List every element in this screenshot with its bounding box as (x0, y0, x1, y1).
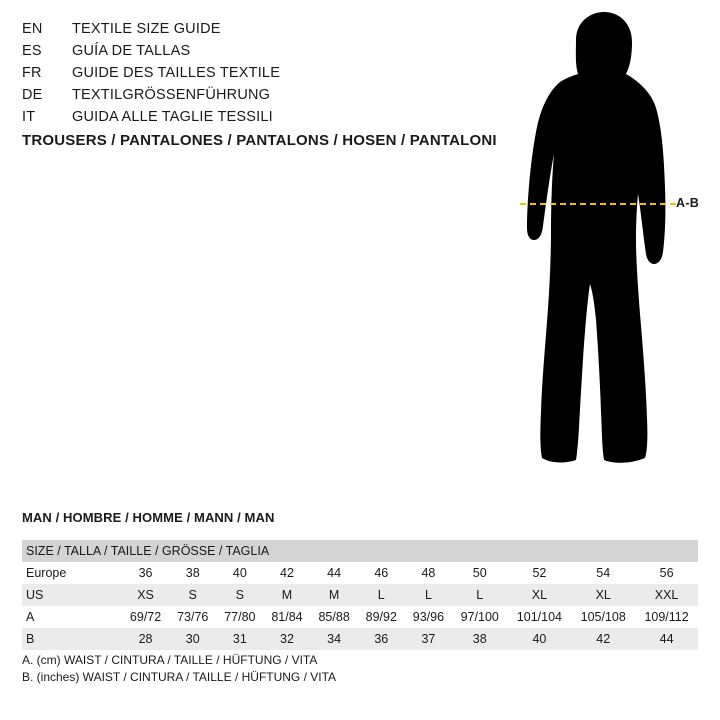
table-cell: XS (122, 584, 169, 606)
garment-section-title: TROUSERS / PANTALONES / PANTALONS / HOSEN / PANTALONI (22, 132, 497, 149)
language-row (22, 18, 492, 40)
language-title: GUIDA ALLE TAGLIE TESSILI (72, 109, 273, 125)
table-cell: 52 (507, 562, 571, 584)
language-code: FR (22, 65, 42, 81)
table-cell: XL (507, 584, 571, 606)
table-cell: 46 (358, 562, 405, 584)
table-cell: S (216, 584, 263, 606)
size-table (22, 540, 698, 650)
footnote-a: A. (cm) WAIST / CINTURA / TAILLE / HÜFTUNG / VITA (22, 653, 318, 667)
table-cell: 28 (122, 628, 169, 650)
table-cell: 30 (169, 628, 216, 650)
measurement-label-ab: A-B (676, 196, 700, 210)
language-code: DE (22, 87, 43, 103)
table-cell: 36 (122, 562, 169, 584)
table-cell: 40 (216, 562, 263, 584)
row-label: US (22, 584, 122, 606)
table-cell: M (311, 584, 358, 606)
language-title: TEXTILGRÖSSENFÜHRUNG (72, 87, 271, 103)
table-cell: 34 (311, 628, 358, 650)
language-title: GUIDE DES TAILLES TEXTILE (72, 65, 281, 81)
table-cell: 56 (635, 562, 698, 584)
language-row (22, 62, 492, 84)
table-cell: 44 (635, 628, 698, 650)
table-caption: MAN / HOMBRE / HOMME / MANN / MAN (22, 510, 275, 525)
table-cell: 42 (571, 628, 635, 650)
table-row (22, 562, 698, 584)
table-cell: 42 (263, 562, 310, 584)
table-cell: 40 (507, 628, 571, 650)
table-cell: 50 (452, 562, 507, 584)
language-row (22, 40, 492, 62)
table-cell: 97/100 (452, 606, 507, 628)
table-header-row (22, 540, 698, 562)
table-row (22, 628, 698, 650)
table-cell: XXL (635, 584, 698, 606)
table-cell: 73/76 (169, 606, 216, 628)
table-cell: L (452, 584, 507, 606)
table-header-label: SIZE / TALLA / TAILLE / GRÖSSE / TAGLIA (22, 540, 698, 562)
language-code: ES (22, 43, 42, 59)
language-row (22, 84, 492, 106)
table-cell: L (358, 584, 405, 606)
table-cell: 32 (263, 628, 310, 650)
table-cell: 109/112 (635, 606, 698, 628)
table-cell: 105/108 (571, 606, 635, 628)
language-title-list (22, 18, 492, 128)
table-cell: 69/72 (122, 606, 169, 628)
table-cell: 38 (452, 628, 507, 650)
table-cell: 77/80 (216, 606, 263, 628)
language-title: TEXTILE SIZE GUIDE (72, 21, 221, 37)
table-row (22, 584, 698, 606)
footnotes (22, 652, 336, 686)
table-cell: 85/88 (311, 606, 358, 628)
man-silhouette-icon (480, 8, 720, 488)
table-cell: L (405, 584, 452, 606)
footnote-b: B. (inches) WAIST / CINTURA / TAILLE / HÜFTUNG / VITA (22, 670, 337, 684)
table-cell: 48 (405, 562, 452, 584)
row-label: B (22, 628, 122, 650)
table-cell: 36 (358, 628, 405, 650)
table-cell: M (263, 584, 310, 606)
table-cell: 44 (311, 562, 358, 584)
table-cell: 38 (169, 562, 216, 584)
table-cell: 37 (405, 628, 452, 650)
language-code: EN (22, 21, 43, 37)
language-title: GUÍA DE TALLAS (72, 43, 191, 59)
table-row (22, 606, 698, 628)
language-code: IT (22, 109, 36, 125)
table-cell: 54 (571, 562, 635, 584)
table-cell: 93/96 (405, 606, 452, 628)
language-row (22, 106, 492, 128)
table-cell: S (169, 584, 216, 606)
table-cell: XL (571, 584, 635, 606)
row-label: A (22, 606, 122, 628)
table-cell: 89/92 (358, 606, 405, 628)
table-cell: 31 (216, 628, 263, 650)
table-cell: 81/84 (263, 606, 310, 628)
table-cell: 101/104 (507, 606, 571, 628)
figure-silhouette (480, 8, 720, 488)
row-label: Europe (22, 562, 122, 584)
